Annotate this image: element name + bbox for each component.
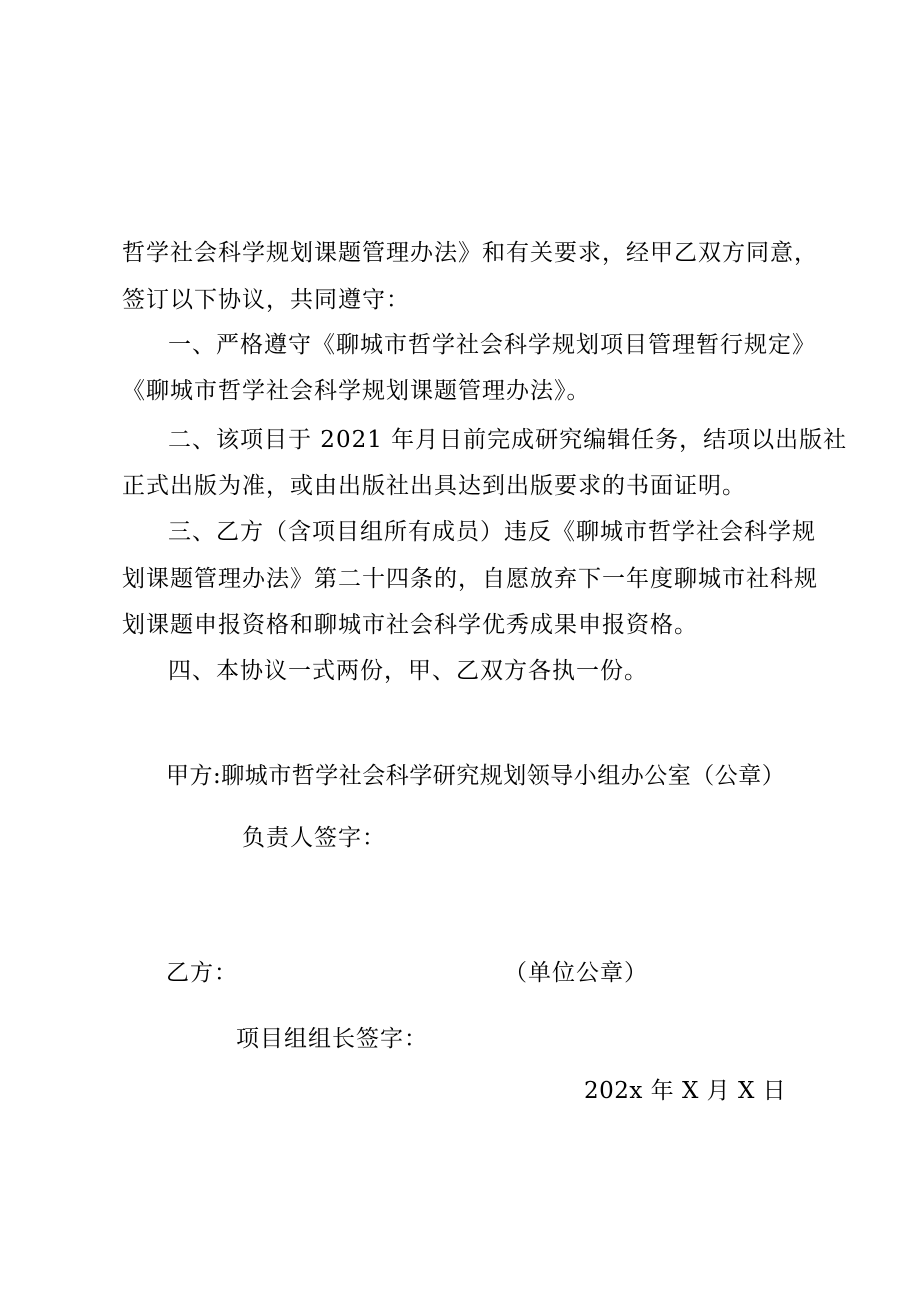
clause-one: 一、严格遵守《聊城市哲学社会科学规划项目管理暂行规定》: [168, 332, 816, 358]
party-b-label: 乙方：: [166, 960, 238, 986]
paragraph-line: 签订以下协议，共同遵守：: [122, 287, 410, 313]
party-a-line: 甲方:聊城市哲学社会科学研究规划领导小组办公室（公章）: [166, 763, 786, 789]
paragraph-line: 划课题申报资格和聊城市社会科学优秀成果申报资格。: [122, 612, 698, 638]
clause-three: 三、乙方（含项目组所有成员）违反《聊城市哲学社会科学规: [168, 519, 816, 545]
paragraph-line: 划课题管理办法》第二十四条的，自愿放弃下一年度聊城市社科规: [122, 566, 818, 592]
paragraph-line: 正式出版为准，或由出版社出具达到出版要求的书面证明。: [122, 473, 746, 499]
paragraph-line: 《聊城市哲学社会科学规划课题管理办法》。: [122, 378, 591, 404]
clause-four: 四、本协议一式两份，甲、乙双方各执一份。: [168, 658, 648, 684]
party-b-seal-label: （单位公章）: [504, 960, 648, 986]
clause-two: 二、该项目于 2021 年月日前完成研究编辑任务，结项以出版社: [168, 427, 848, 453]
paragraph-line: 哲学社会科学规划课题管理办法》和有关要求，经甲乙双方同意，: [122, 240, 818, 266]
signing-date: 202x 年 X 月 X 日: [584, 1078, 787, 1104]
party-b-signature-label: 项目组组长签字：: [236, 1026, 428, 1052]
party-a-signature-label: 负责人签字：: [242, 825, 386, 851]
